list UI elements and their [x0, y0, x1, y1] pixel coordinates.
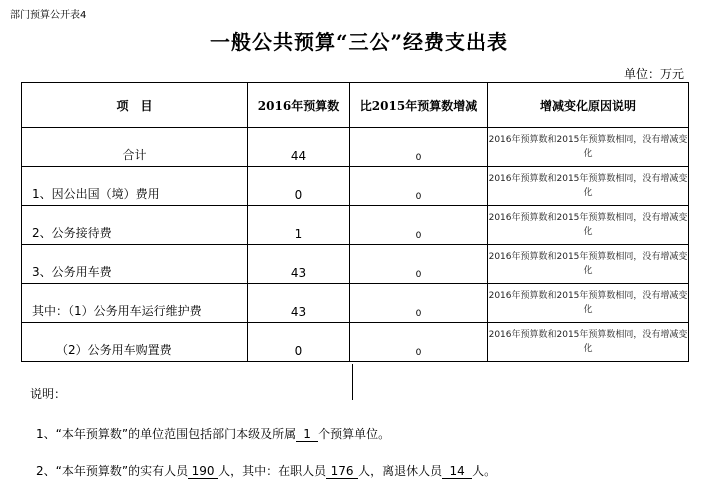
budget-cell: 44: [248, 128, 350, 167]
note-2-total: 190: [188, 464, 218, 479]
item-cell: 3、公务用车费: [22, 245, 248, 284]
item-cell: 其中：（1）公务用车运行维护费: [22, 284, 248, 323]
col-header-budget: 2016年预算数: [248, 83, 350, 128]
change-cell: 0: [350, 323, 488, 362]
table-header-row: [22, 83, 689, 128]
note-2-active: 176: [326, 464, 358, 479]
table-row: [22, 128, 689, 167]
note-2-suffix: 人。: [472, 464, 497, 478]
reason-cell: 2016年预算数和2015年预算数相同，没有增减变化: [488, 206, 689, 245]
reason-cell: 2016年预算数和2015年预算数相同，没有增减变化: [488, 245, 689, 284]
budget-cell: 43: [248, 245, 350, 284]
table-row: [22, 206, 689, 245]
budget-cell: 43: [248, 284, 350, 323]
item-cell: （2）公务用车购置费: [22, 323, 248, 362]
budget-cell: 1: [248, 206, 350, 245]
item-cell: 合计: [22, 128, 248, 167]
note-2: [36, 462, 496, 479]
col-header-change: 比2015年预算数增减: [350, 83, 488, 128]
unit-label: 单位：万元: [623, 67, 684, 81]
note-1-prefix: 1、“本年预算数”的单位范围包括部门本级及所属: [36, 427, 297, 441]
change-cell: 0: [350, 284, 488, 323]
change-cell: 0: [350, 245, 488, 284]
table-tag: 部门预算公开表4: [10, 10, 87, 21]
reason-cell: 2016年预算数和2015年预算数相同，没有增减变化: [488, 323, 689, 362]
table-row: [22, 167, 689, 206]
reason-cell: 2016年预算数和2015年预算数相同，没有增减变化: [488, 284, 689, 323]
note-2-mid2: 人，离退休人员: [358, 464, 443, 478]
note-1-suffix: 个预算单位。: [318, 427, 391, 441]
col-header-item: 项 目: [22, 83, 248, 128]
reason-cell: 2016年预算数和2015年预算数相同，没有增减变化: [488, 167, 689, 206]
note-2-retired: 14: [442, 464, 472, 479]
table-row: [22, 245, 689, 284]
expenditure-table: [21, 82, 689, 362]
divider-line: [352, 364, 353, 400]
note-2-prefix: 2、“本年预算数”的实有人员: [36, 464, 189, 478]
reason-cell: 2016年预算数和2015年预算数相同，没有增减变化: [488, 128, 689, 167]
note-1-units: 1: [296, 427, 318, 442]
item-cell: 2、公务接待费: [22, 206, 248, 245]
budget-cell: 0: [248, 167, 350, 206]
item-cell: 1、因公出国（境）费用: [22, 167, 248, 206]
page-title: 一般公共预算“三公”经费支出表: [209, 30, 508, 54]
table-row: [22, 323, 689, 362]
col-header-reason: 增减变化原因说明: [488, 83, 689, 128]
table-row: [22, 284, 689, 323]
note-1: [36, 425, 390, 442]
budget-cell: 0: [248, 323, 350, 362]
note-2-mid1: 人，其中：在职人员: [218, 464, 327, 478]
change-cell: 0: [350, 206, 488, 245]
change-cell: 0: [350, 128, 488, 167]
change-cell: 0: [350, 167, 488, 206]
notes-label: 说明：: [30, 387, 67, 401]
